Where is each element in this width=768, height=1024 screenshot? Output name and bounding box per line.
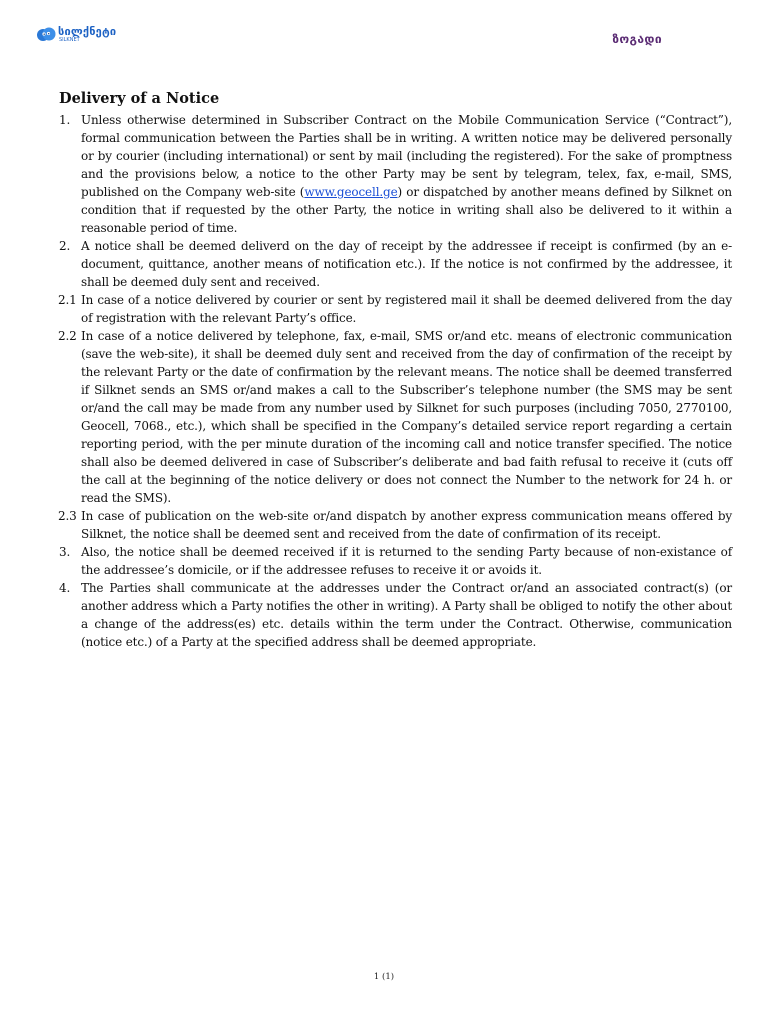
document-body — [59, 89, 732, 651]
document-classification-label: ზოგადი — [612, 32, 662, 46]
clause-1 — [59, 111, 732, 237]
clause-number: 2. — [59, 239, 71, 253]
clause-number: 1. — [59, 113, 71, 127]
clause-text: Unless otherwise determined in Subscriber Contract on the Mobile Communication Service (“Contract”), formal communication between the Parties shall be in writing. A written notice may be delivered personally or by courier (including international) or sent by mail (including the registered). For the sake of promptness and the provisions below, a notice to the other Party may be sent by telegram, telex, fax, e-mail, SMS, published on the Company web-site ( — [81, 113, 732, 199]
clause-text: ) or dispatched by another means defined by Silknet on condition that if requested by the other Party, the notice in writing shall also be delivered to it within a reasonable period of time. — [81, 185, 732, 235]
clause-number: 2.3 — [58, 509, 77, 523]
clause-list — [59, 111, 732, 651]
clause-text: A notice shall be deemed deliverd on the day of receipt by the addressee if receipt is confirmed (by an e-document, quittance, another means of notification etc.). If the notice is not confirmed by the addressee, it shall be deemed duly sent and received. — [81, 239, 732, 289]
clause-2-3 — [59, 507, 732, 543]
clause-2-2 — [59, 327, 732, 507]
silknet-logo-icon — [36, 26, 56, 44]
clause-number: 2.1 — [58, 293, 77, 307]
geocell-website-link[interactable]: www.geocell.ge — [304, 185, 398, 199]
clause-2-1 — [59, 291, 732, 327]
clause-text: In case of a notice delivered by courier or sent by registered mail it shall be deemed delivered from the day of registration with the relevant Party’s office. — [81, 293, 732, 325]
clause-3 — [59, 543, 732, 579]
silknet-logo — [36, 26, 116, 44]
document-title: Delivery of a Notice — [59, 90, 220, 107]
clause-text: In case of publication on the web-site or/and dispatch by another express communication means offered by Silknet, the notice shall be deemed sent and received from the date of confirmation of its receipt. — [81, 509, 732, 541]
page-header — [36, 26, 662, 50]
clause-text: The Parties shall communicate at the addresses under the Contract or/and an associated contract(s) (or another address which a Party notifies the other in writing). A Party shall be obliged to notify the other about a change of the address(es) etc. details within the term under the Contract. Otherwise, communication (notice etc.) of a Party at the specified address shall be deemed appropriate. — [81, 581, 732, 649]
clause-2 — [59, 237, 732, 291]
clause-number: 3. — [59, 545, 71, 559]
clause-text: In case of a notice delivered by telephone, fax, e-mail, SMS or/and etc. means of electronic communication (save the web-site), it shall be deemed duly sent and received from the day of confirmation of the receipt by the relevant Party or the date of confirmation by the relevant means. The notice shall be deemed transferred if Silknet sends an SMS or/and makes a call to the Subscriber’s telephone number (the SMS may be sent or/and the call may be made from any number used by Silknet for such purposes (including 7050, 2770100, Geocell, 7068., etc.), which shall be specified in the Company’s detailed service report regarding a certain reporting period, with the per minute duration of the incoming call and notice transfer specified. The notice shall also be deemed delivered in case of Subscriber’s deliberate and bad faith refusal to receive it (cuts off the call at the beginning of the notice delivery or does not connect the Number to the network for 24 h. or read the SMS). — [81, 329, 732, 505]
clause-number: 4. — [59, 581, 71, 595]
clause-number: 2.2 — [58, 329, 77, 343]
logo-subtitle: SILKNET — [59, 37, 80, 43]
logo-wordmark: სილქნეტი — [58, 25, 117, 38]
clause-text: Also, the notice shall be deemed received if it is returned to the sending Party because of non-existance of the addressee’s domicile, or if the addressee refuses to receive it or avoids it. — [81, 545, 732, 577]
page-number: 1 (1) — [373, 972, 395, 982]
clause-4 — [59, 579, 732, 651]
